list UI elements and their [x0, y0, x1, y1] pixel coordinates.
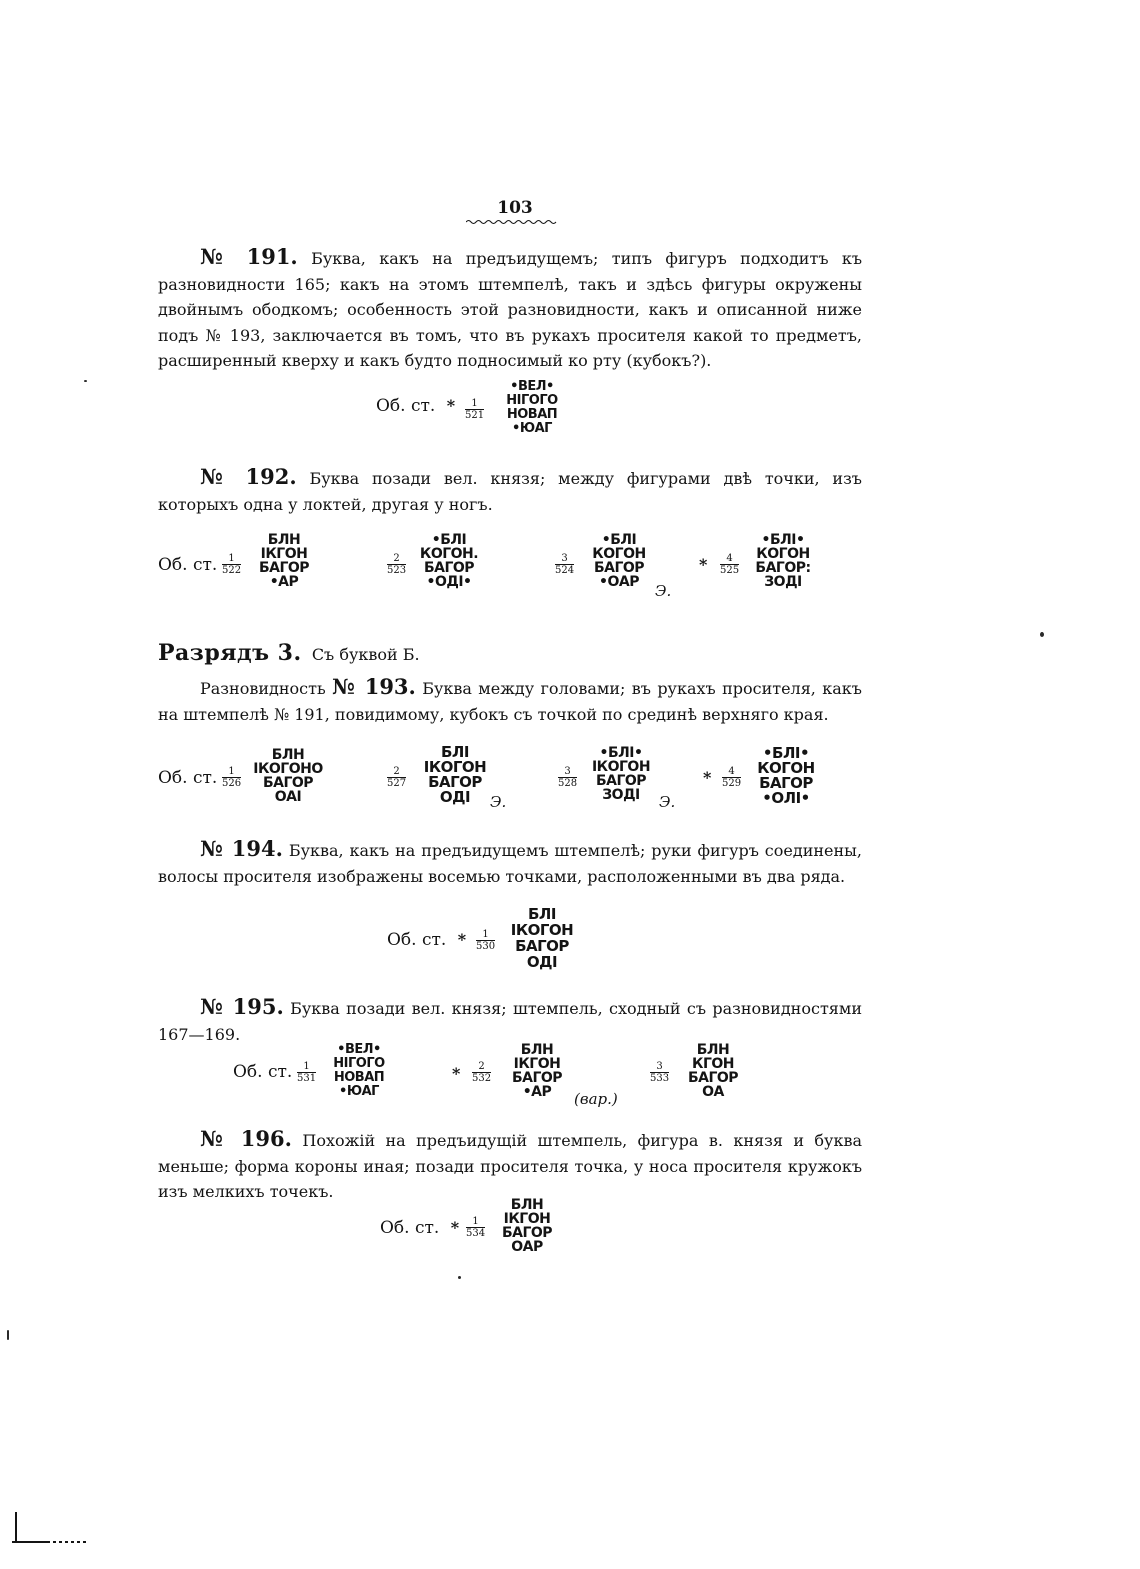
entry-prefix: Разновидность	[200, 679, 326, 698]
stamp-label: Об. ст.	[158, 768, 218, 788]
stamp-fraction: $\frac{4}{529}$	[722, 766, 742, 789]
stamp-fraction: $\frac{1}{534}$	[466, 1216, 486, 1239]
coin-inscription: •ВЕЛ• НІГОГО НОВАП •ЮАГ	[506, 379, 558, 436]
stamp-fraction: $\frac{2}{527}$	[387, 766, 407, 789]
entry-number: № 191.	[200, 244, 298, 269]
section-heading: Разрядъ 3. Съ буквой Б.	[158, 640, 420, 666]
entry-192	[158, 464, 862, 517]
entry-text: Буква между головами; въ рукахъ просителя, какъ на штемпелѣ № 191, повидимому, кубокъ съ точкой по срединѣ верхняго края.	[158, 679, 862, 724]
stamp-fraction: $\frac{1}{521}$	[465, 398, 485, 421]
stamp-label: Об. ст. *	[387, 930, 467, 950]
entry-193	[158, 674, 862, 727]
stamp-label: Об. ст. *	[376, 396, 456, 416]
coin-inscription: БЛН КГОН БАГОР ОА	[687, 1042, 739, 1100]
stamp-fraction: $\frac{3}{528}$	[558, 766, 578, 789]
stamp-label: Об. ст. *	[380, 1218, 460, 1238]
stamp-fraction: $\frac{3}{533}$	[650, 1061, 670, 1084]
stamp-fraction: $\frac{2}{532}$	[472, 1061, 492, 1084]
entry-text: Буква позади вел. князя; штемпель, сходный съ разновидностями 167—169.	[158, 999, 862, 1044]
stamp-fraction: $\frac{1}{522}$	[222, 553, 242, 576]
coin-inscription: •ВЕЛ• НІГОГО НОВАП •ЮАГ	[333, 1042, 385, 1099]
mark-note: Э.	[659, 793, 676, 811]
scan-speck	[458, 1276, 461, 1279]
stamp-fraction: $\frac{1}{531}$	[297, 1061, 317, 1084]
entry-number: № 192.	[200, 464, 297, 489]
stamp-fraction: $\frac{2}{523}$	[387, 553, 407, 576]
scan-speck	[7, 1330, 9, 1340]
stamp-label: Об. ст.	[158, 555, 218, 575]
entry-194	[158, 836, 862, 889]
coin-inscription: •БЛІ КОГОН БАГОР •ОАР	[592, 532, 646, 590]
entry-text: Буква, какъ на предъидущемъ штемпелѣ; руки фигуръ соединены, волосы просителя изображены восемью точками, расположенными въ два ряда.	[158, 841, 862, 886]
stamp-label: Об. ст.	[233, 1062, 293, 1082]
entry-number: № 193.	[332, 674, 416, 699]
entry-195	[158, 994, 862, 1047]
coin-inscription: •БЛІ КОГОН. БАГОР •ОДІ•	[419, 532, 479, 590]
entry-191	[158, 244, 862, 374]
entry-number: № 196.	[200, 1126, 292, 1151]
scan-speck	[84, 380, 87, 382]
stamp-star: *	[699, 555, 708, 574]
mark-note: Э.	[490, 793, 507, 811]
entry-text: Буква, какъ на предъидущемъ; типъ фигуръ подходитъ къ разновидности 165; какъ на этомъ штемпелѣ, такъ и здѣсь фигуры окружены двойнымъ ободкомъ; особенность этой разновидности, какъ и описанной ниже подъ № 193, заключается въ томъ, что въ рукахъ просителя какой то предметъ, расширенный кверху и какъ будто подносимый ко рту (кубокъ?).	[158, 249, 862, 370]
mark-note: Э.	[655, 582, 672, 600]
coin-inscription: БЛН ІКГОН БАГОР ОАР	[501, 1197, 553, 1255]
coin-inscription: •БЛІ• КОГОН БАГОР: ЗОДІ	[755, 532, 811, 590]
entry-text: Похожій на предъидущій штемпель, фигура в. князя и буква меньше; форма короны иная; позади просителя точка, у носа просителя кружокъ изъ мелкихъ точекъ.	[158, 1131, 862, 1201]
entry-196	[158, 1126, 862, 1205]
coin-inscription: •БЛІ• КОГОН БАГОР •ОЛІ•	[757, 744, 815, 807]
coin-inscription: БЛІ ІКОГОН БАГОР ОДІ	[510, 905, 574, 971]
coin-inscription: БЛН ІКГОН БАГОР •АР	[258, 532, 310, 590]
stamp-fraction: $\frac{3}{524}$	[555, 553, 575, 576]
coin-inscription: БЛН ІКОГОНО БАГОР ОАІ	[253, 747, 323, 805]
stamp-fraction: $\frac{1}{526}$	[222, 766, 242, 789]
page-number-ornament	[466, 218, 558, 226]
page-number: 103	[497, 198, 533, 218]
coin-inscription: •БЛІ• ІКОГОН БАГОР ЗОДІ	[591, 745, 651, 803]
corner-mark	[10, 1508, 90, 1548]
stamp-star: *	[452, 1064, 461, 1083]
entry-number: № 195.	[200, 994, 284, 1019]
coin-inscription: БЛН ІКГОН БАГОР •АР	[511, 1042, 563, 1100]
stamp-fraction: $\frac{4}{525}$	[720, 553, 740, 576]
entry-text: Буква позади вел. князя; между фигурами двѣ точки, изъ которыхъ одна у локтей, другая у ногъ.	[158, 469, 862, 514]
scan-speck	[1040, 632, 1044, 637]
variant-note: (вар.)	[574, 1090, 618, 1108]
stamp-star: *	[703, 768, 712, 787]
coin-inscription: БЛІ ІКОГОН БАГОР ОДІ	[423, 743, 487, 806]
entry-number: № 194.	[200, 836, 283, 861]
stamp-fraction: $\frac{1}{530}$	[476, 929, 496, 952]
